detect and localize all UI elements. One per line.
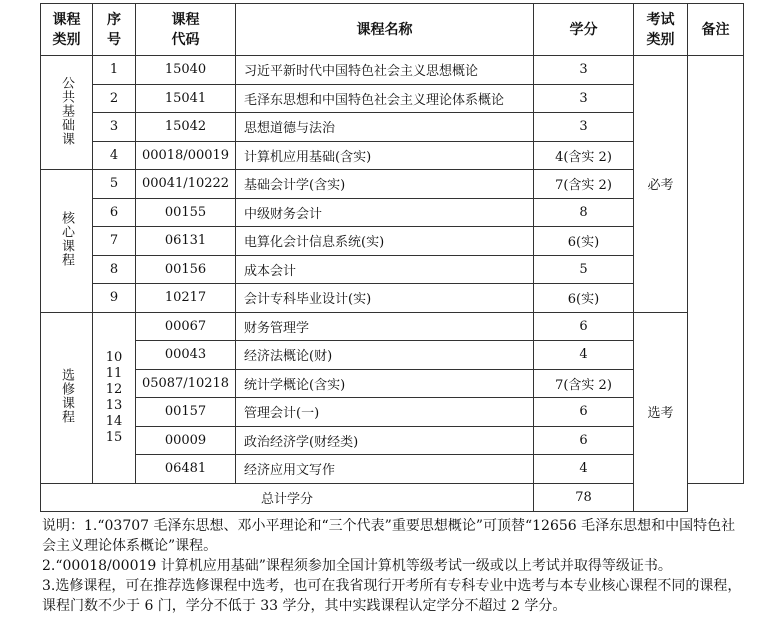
- seq-number: 11: [105, 365, 123, 381]
- header-remark: 备注: [688, 4, 744, 56]
- seq-number: 14: [105, 413, 123, 429]
- credit-cell: 3: [534, 84, 634, 113]
- exam-required: 必考: [634, 56, 688, 313]
- total-label: 总计学分: [41, 483, 534, 512]
- seq-cell: 5: [93, 170, 136, 199]
- code-cell: 15041: [136, 84, 236, 113]
- notes: [42, 516, 742, 616]
- code-cell: 00043: [136, 341, 236, 370]
- credit-cell: 6(实): [534, 284, 634, 313]
- credit-cell: 3: [534, 113, 634, 142]
- note-1: 说明：1.“03707 毛泽东思想、邓小平理论和“三个代表”重要思想概论”可顶替“12656 毛泽东思想和中国特色社会主义理论体系概论”课程。: [42, 518, 736, 554]
- name-cell: 计算机应用基础(含实): [236, 141, 534, 170]
- seq-cell: 8: [93, 255, 136, 284]
- credit-cell: 4(含实 2): [534, 141, 634, 170]
- seq-cell: 1: [93, 56, 136, 85]
- credit-cell: 4: [534, 341, 634, 370]
- note-2: 2.“00018/00019 计算机应用基础”课程须参加全国计算机等级考试一级或以上考试并取得等级证书。: [42, 558, 672, 574]
- credit-cell: 7(含实 2): [534, 369, 634, 398]
- name-cell: 财务管理学: [236, 312, 534, 341]
- elective-seq-cell: [93, 312, 136, 483]
- credit-cell: 3: [534, 56, 634, 85]
- name-cell: 电算化会计信息系统(实): [236, 227, 534, 256]
- name-cell: 政治经济学(财经类): [236, 426, 534, 455]
- credit-cell: 6(实): [534, 227, 634, 256]
- name-cell: 成本会计: [236, 255, 534, 284]
- header-name: 课程名称: [236, 4, 534, 56]
- name-cell: 管理会计(一): [236, 398, 534, 427]
- name-cell: 毛泽东思想和中国特色社会主义理论体系概论: [236, 84, 534, 113]
- name-cell: 统计学概论(含实): [236, 369, 534, 398]
- code-cell: 00018/00019: [136, 141, 236, 170]
- credit-cell: 5: [534, 255, 634, 284]
- seq-number: 15: [105, 429, 123, 445]
- name-cell: 中级财务会计: [236, 198, 534, 227]
- group-elective: 选修课程: [41, 312, 93, 483]
- seq-cell: 7: [93, 227, 136, 256]
- seq-cell: 3: [93, 113, 136, 142]
- code-cell: 15040: [136, 56, 236, 85]
- code-cell: 00009: [136, 426, 236, 455]
- remark-cell: [688, 56, 744, 484]
- table-header-row: [41, 4, 744, 56]
- seq-number: 13: [105, 397, 123, 413]
- code-cell: 00155: [136, 198, 236, 227]
- code-cell: 00157: [136, 398, 236, 427]
- credit-cell: 7(含实 2): [534, 170, 634, 199]
- seq-cell: 4: [93, 141, 136, 170]
- code-cell: 10217: [136, 284, 236, 313]
- code-cell: 00156: [136, 255, 236, 284]
- note-3: 3.选修课程，可在推荐选修课程中选考，也可在我省现行开考所有专科专业中选考与本专业核心课程不同的课程，课程门数不少于 6 门，学分不低于 33 学分，其中实践课程认定学分不超过 2 学分。: [42, 578, 742, 614]
- header-credit: 学分: [534, 4, 634, 56]
- name-cell: 会计专科毕业设计(实): [236, 284, 534, 313]
- name-cell: 基础会计学(含实): [236, 170, 534, 199]
- course-table: [40, 3, 744, 512]
- header-code: 课程 代码: [136, 4, 236, 56]
- code-cell: 05087/10218: [136, 369, 236, 398]
- code-cell: 06481: [136, 455, 236, 484]
- credit-cell: 8: [534, 198, 634, 227]
- code-cell: 06131: [136, 227, 236, 256]
- seq-cell: 2: [93, 84, 136, 113]
- table-row: [41, 56, 744, 85]
- name-cell: 经济法概论(财): [236, 341, 534, 370]
- code-cell: 00041/10222: [136, 170, 236, 199]
- code-cell: 00067: [136, 312, 236, 341]
- credit-cell: 6: [534, 426, 634, 455]
- exam-elective: 选考: [634, 312, 688, 512]
- code-cell: 15042: [136, 113, 236, 142]
- header-exam-type: 考试 类别: [634, 4, 688, 56]
- header-seq: 序 号: [93, 4, 136, 56]
- total-value: 78: [534, 483, 634, 512]
- seq-cell: 9: [93, 284, 136, 313]
- seq-number: 12: [105, 381, 123, 397]
- table-row: [41, 312, 744, 341]
- name-cell: 思想道德与法治: [236, 113, 534, 142]
- credit-cell: 6: [534, 398, 634, 427]
- group-public: 公共基础课: [41, 56, 93, 170]
- header-category: 课程 类别: [41, 4, 93, 56]
- seq-number: 10: [105, 349, 123, 365]
- group-core: 核心课程: [41, 170, 93, 313]
- credit-cell: 6: [534, 312, 634, 341]
- seq-cell: 6: [93, 198, 136, 227]
- name-cell: 经济应用文写作: [236, 455, 534, 484]
- name-cell: 习近平新时代中国特色社会主义思想概论: [236, 56, 534, 85]
- credit-cell: 4: [534, 455, 634, 484]
